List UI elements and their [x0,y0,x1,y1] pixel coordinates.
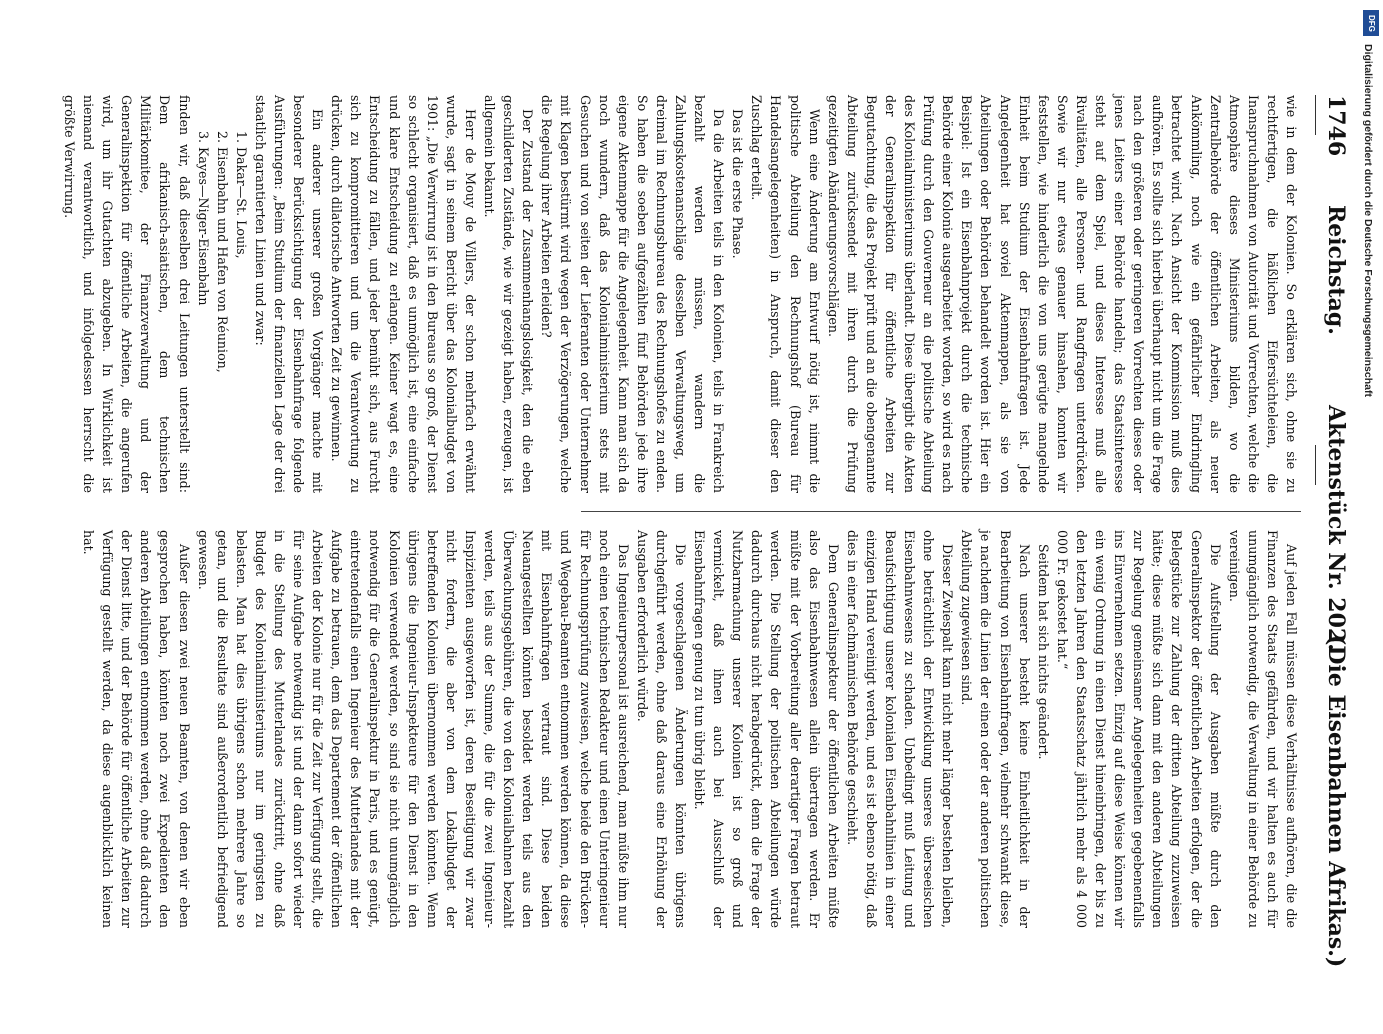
column-divider [581,511,1301,512]
paragraph: finden wir, daß dieselben drei Leitungen unterstellt sind: Dem afrikanisch-asiatischen, dem technischen Militärkomitee, der Finanzverwaltung und der Generalinspektion für öffentliche Arbeiten, die angerufen wird, um ihr Gutachten abzugeben. In Wirklichkeit ist niemand verantwortlich, und infolgedessen herrscht die größte Verwirrung. [62,95,192,493]
header-left-title: Reichstag. [1323,205,1349,335]
list-item: 2. Eisenbahn und Hafen von Réunion, [214,131,230,373]
paragraph: Herr de Mouy de Villers, der schon mehrfach erwähnt wurde, sagt in seinem Bericht über das Kolonialbudget von 1901: „Die Verwirrung ist in den Bureaus so groß, der Dienst so schlecht organisiert, daß es unmöglich ist, eine einfache und klare Entscheidung zu erlangen. Keiner wagt es, eine Entscheidung zu fällen, und jeder bemüht sich, aus Furcht sich zu kompromittieren und um die Verantwortung zu drücken, durch dilatorische Antworten Zeit zu gewinnen. [329,95,478,493]
list-item: 3. Kayes—Niger-Eisenbahn [195,131,211,306]
header-right-title: (Die Eisenbahnen Afrikas.) [1323,635,1349,968]
paragraph: Außer diesen zwei neuen Beamten, von denen wir eben gesprochen haben, könnten noch zwei Expedienten den anderen Abteilungen entnommen werden, ohne daß dadurch der Dienst litte, und der Behörde für öffentliche Arbeiten zur Verfügung gestellt werden, da diese augenblicklich keinen hat. [81,530,192,928]
paragraph: Dieser Zwiespalt kann nicht mehr länger bestehen bleiben, ohne beträchtlich der Entwicklung unseres überseeischen Eisenbahnwesens zu schaden. Unbedingt muß Leitung und Beaufsichtigung unserer kolonialen Eisenbahnlinien in einer einzigen Hand vereinigt werden, und es ist ebenso nötig, daß dies in einer fachmännischen Behörde geschieht. [844,530,956,928]
paragraph: Das ist die erste Phase. [730,109,746,259]
paragraph: Der Zustand der Zusammenhangslosigkeit, den die eben geschilderten Zustände, wie wir gezeigt haben, erzeugen, ist allgemein bekannt. [482,95,536,493]
digitization-note-text: Digitalisierung gefördert durch die Deutsche Forschungsgemeinschaft [1362,44,1374,397]
paragraph: Die vorgeschlagenen Änderungen könnten übrigens durchgeführt werden, ohne daß daraus eine Erhöhung der Ausgaben erforderlich würde. [634,530,688,928]
paragraph: Die Aufstellung der Ausgaben müßte durch den Generalinspektor der öffentlichen Arbeiten erfolgen, der die Belegstücke zur Zahlung der dritten Abteilung zuzuweisen hätte; diese müßte sich dann mit den anderen Abteilungen zur Regelung gemeinsamer Angelegenheiten gegebenenfalls ins Einvernehmen setzen. Einzig auf diese Weise können wir ein wenig Ordnung in einen Dienst hineinbringen, der bis zu den letzten Jahren den Staatsschatz jährlich mehr als 4 000 000 Fr. gekostet hat.“ [1054,530,1223,928]
paragraph: Nach unserer besteht keine Einheitlichkeit in der Bearbeitung von Eisenbahnfragen, vielmehr schwankt diese, je nachdem die Linien der einen oder der anderen politischen Abteilung zugewiesen sind. [959,530,1032,928]
paragraph: Auf jeden Fall müssen diese Verhältnisse aufhören, die die Finanzen des Staats gefährden, und wir halten es auch für unumgänglich notwendig, die Verwaltung in einer Behörde zu vereinigen. [1226,530,1299,928]
header-underline-center [1315,445,1316,485]
header-center-title: Aktenstück Nr. 202. [1323,405,1349,651]
right-column [79,530,1301,928]
digitization-note [1356,10,1376,1000]
list-item: 1. Dakar—St. Louis, [233,131,249,259]
paragraph: Dem Generalinspekteur der öffentlichen Arbeiten müßte also das Eisenbahnwesen allein übertragen werden. Er müßte mit der Vorbereitung aller derartiger Fragen betraut werden. Die Stellung der politischen Abteilungen würde dadurch durchaus nicht herabgedrückt, denn die Frage der Nutzbarmachung unserer Kolonien ist so groß und vermickelt, daß ihnen auch bei Ausschluß der Eisenbahnfragen genug zu tun übrig bleibt. [692,530,841,928]
paragraph: Seitdem hat sich nichts geändert. [1035,544,1051,760]
paragraph: Das Ingenieurpersonal ist ausreichend, man müßte ihm nur noch einen technischen Redakteur und einen Unteringenieur für Rechnungsprüfung zuweisen, welche beide den Brücken- und Wegebau-Beamten entnommen werden können, da diese mit Eisenbahnfragen vertraut sind. Diese beiden Neuangestellten könnten besoldet werden teils aus den Überwachungsgebühren, die von den Kolonialbahnen bezahlt werden, teils aus der Summe, die für die zwei Ingenieur-Inspizienten ausgeworfen ist, deren Beseitigung wir zwar nicht fordern, die aber von dem Lokalbudget der betreffenden Kolonien übernommen werden könnten. Wenn übrigens die Ingenieur-Inspekteure für den Dienst in den Kolonien verwendet werden, so sind sie nicht unumgänglich notwendig für die Generalinspektur in Paris, und es genügt, eintretendenfalls einen Ingenieur des Mutterlandes mit der Aufgabe zu betrauen, dem das Departement der öffentlichen Arbeiten der Kolonie nur für die Zeit zur Verfügung stellt, die für seine Aufgabe notwendig ist und der dann sofort wieder in die Stellung des Mutterlandes zurücktritt, ohne daß Budget des Kolonialministeriums nur im geringsten zu belasten. Man hat dies übrigens schon mehrere Jahre so getan, und die Resultate sind außerordentlich befriedigend gewesen. [195,530,631,928]
dfg-logo: DFG [1363,10,1379,36]
page-header [1315,95,1355,968]
paragraph: Ein anderer unserer großen Vorgänger machte mit besonderer Berücksichtigung der Eisenbahnfrage folgende Ausführungen: „Beim Studium der finanziellen Lage der drei staatlich garantierten Linien und zwar: [252,95,326,493]
left-column [60,95,1301,493]
paragraph: Wenn eine Änderung am Entwurf nötig ist, nimmt die politische Abteilung den Rechnungshof (Bureau für Handelsangelegenheiten) in Anspruch, damit dieser den Zuschlag erteilt. [749,95,822,493]
header-underline-left [1315,95,1316,135]
paragraph: Da die Arbeiten teils in den Kolonien, teils in Frankreich bezahlt werden müssen, wandern die Zahlungskostenanschläge desselben Verwaltungsweg, um dreimal im Rechnungsbureau des Rechnungshofes zu enden. So haben die soeben aufgezählten fünf Behörden jede ihre eigene Aktenmappe für die Angelegenheit. Kann man sich da noch wundern, daß das Kolonialministerium stets mit Gesuchen und von seiten der Lieferanten oder Unternehmer mit Klagen bestürmt wird wegen der Verzögerungen, welche die Regelung ihrer Arbeiten erleiden? [539,95,727,493]
paragraph: wie in dem der Kolonien. So erklären sich, ohne sie zu rechtfertigen, die häßlichen Eifersüchteleien, die Inanspruchnahmen von Autorität und Vorrechten, welche die Atmosphäre dieses Ministeriums bilden, wo die Zentralbehörde der öffentlichen Arbeiten, als neuer Ankömmling, noch wie ein gefährlicher Eindringling betrachtet wird. Nach Ansicht der Kommission muß dies aufhören. Es sollte sich hierbei überhaupt nicht um die Frage nach den größeren oder geringeren Vorrechten dieses oder jenes Leiters einer Behörde handeln; das Staatsinteresse steht auf dem Spiel, und dieses Interesse muß alle Rivalitäten, alle Personen- und Rangfragen unterdrücken. Sowie wir nur etwas genauer hinsahen, konnten wir feststellen, wie hinderlich die von uns gerügte mangelnde Einheit beim Studium der Eisenbahnfragen ist. Jede Angelegenheit hat soviel Aktenmappen, als sie von Abteilungen oder Behörden behandelt worden ist. Hier ein Beispiel: Ist ein Eisenbahnprojekt durch die technische Behörde einer Kolonie ausgearbeitet worden, so wird es nach Prüfung durch den Gouverneur an die politische Abteilung des Kolonialministeriums überlandt. Diese übergibt die Akten der Generalinspektion für öffentliche Arbeiten zur Begutachtung, die das Projekt prüft und an die obengenannte Abteilung zurücksendet mit ihren durch die Prüfung gezeitigten Abänderungsvorschlägen. [825,95,1299,493]
page-number: 1746 [1323,95,1349,157]
